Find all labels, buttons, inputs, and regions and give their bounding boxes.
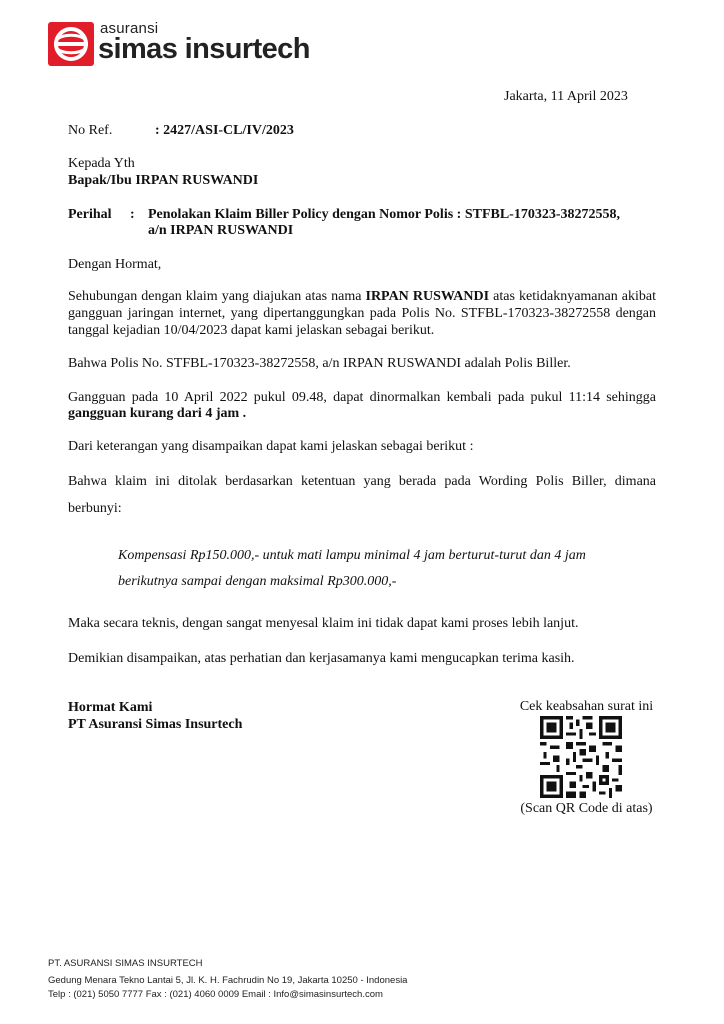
subject-colon: : [130,207,135,222]
paragraph-outage-line-1: Gangguan pada 10 April 2022 pukul 09.48, dapat dinormalkan kembali pada pukul 11:14 sehingga [68,390,656,405]
subject-label: Perihal [68,207,112,222]
signoff-line-1: Hormat Kami [68,700,153,715]
footer-contact: Telp : (021) 5050 7777 Fax : (021) 4060 0009 Email : Info@simasinsurtech.com [48,989,383,1000]
qr-caption: (Scan QR Code di atas) [520,801,653,816]
company-logo [48,20,318,70]
paragraph-policy: Bahwa Polis No. STFBL-170323-38272558, a/n IRPAN RUSWANDI adalah Polis Biller. [68,356,571,371]
subject-line-2: a/n IRPAN RUSWANDI [148,223,294,238]
paragraph-conclusion: Maka secara teknis, dengan sangat menyesal klaim ini tidak dapat kami proses lebih lanjut. [68,616,579,631]
ref-label: No Ref. [68,123,113,138]
paragraph-closing: Demikian disampaikan, atas perhatian dan kerjasamanya kami mengucapkan terima kasih. [68,651,575,666]
salutation: Dengan Hormat, [68,257,162,272]
qr-code-icon[interactable] [540,716,622,798]
paragraph-claim-intro [68,288,656,339]
signoff-company: PT Asuransi Simas Insurtech [68,717,243,732]
para1-pre: Sehubungan dengan klaim yang diajukan atas nama [68,289,366,304]
paragraph-outage-line-2: gangguan kurang dari 4 jam . [68,406,247,421]
paragraph-rejection-line-2: berbunyi: [68,501,122,516]
footer-company: PT. ASURANSI SIMAS INSURTECH [48,958,203,969]
letter-date: Jakarta, 11 April 2023 [504,89,628,104]
simas-logo-icon [48,22,94,66]
para1-name: IRPAN RUSWANDI [365,289,490,304]
logo-text-big: simas insurtech [98,33,310,65]
recipient-name: Bapak/Ibu IRPAN RUSWANDI [68,173,259,188]
policy-quote-line-1: Kompensasi Rp150.000,- untuk mati lampu minimal 4 jam berturut-turut dan 4 jam [118,548,586,563]
para1-post: atas ketidaknyamanan akibat gangguan jaringan internet, yang dipertanggungkan pada Polis No. STFBL-170323-38272558 dengan tanggal kejadian 10/04/2023 dapat kami jelaskan sebagai berikut. [68,289,657,338]
footer-address: Gedung Menara Tekno Lantai 5, Jl. K. H. Fachrudin No 19, Jakarta 10250 - Indonesia [48,975,408,986]
qr-title: Cek keabsahan surat ini [519,699,654,714]
recipient-greeting: Kepada Yth [68,156,135,171]
policy-quote-line-2: berikutnya sampai dengan maksimal Rp300.000,- [118,574,397,589]
paragraph-rejection-line-1: Bahwa klaim ini ditolak berdasarkan ketentuan yang berada pada Wording Polis Biller, dimana [68,474,656,489]
paragraph-explanation: Dari keterangan yang disampaikan dapat kami jelaskan sebagai berikut : [68,439,474,454]
logo-text-small: asuransi [100,20,159,37]
ref-value: : 2427/ASI-CL/IV/2023 [155,123,294,138]
subject-line-1: Penolakan Klaim Biller Policy dengan Nomor Polis : STFBL-170323-38272558, [148,207,620,222]
